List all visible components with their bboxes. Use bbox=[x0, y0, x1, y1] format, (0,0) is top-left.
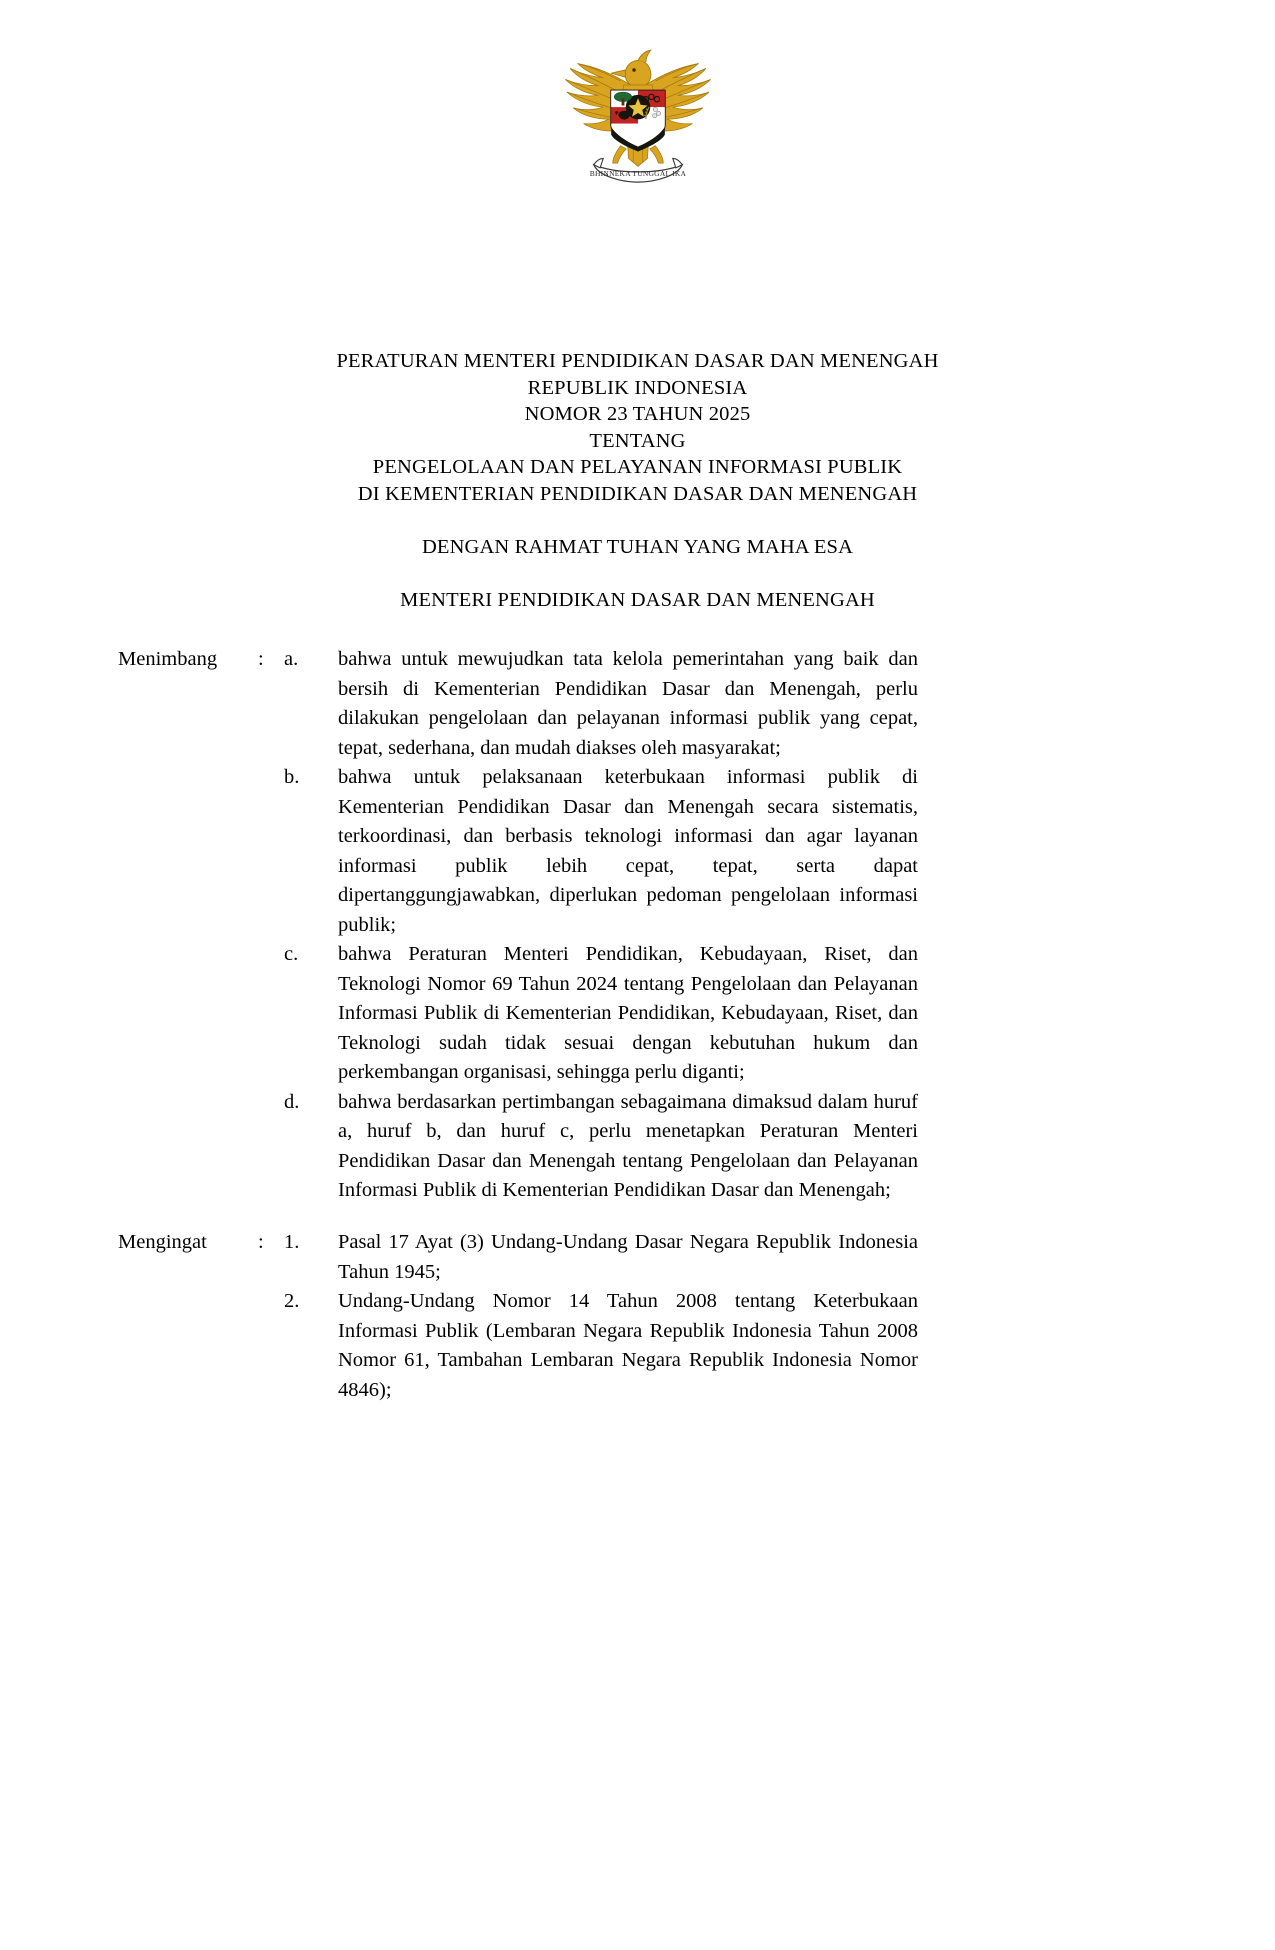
menimbang-item-a bbox=[0, 645, 1275, 763]
title-line-3-number: NOMOR 23 TAHUN 2025 bbox=[524, 403, 751, 425]
title-spacer-1 bbox=[0, 507, 1275, 534]
menimbang-text-d: bahwa berdasarkan pertimbangan sebagaimana dimaksud dalam huruf a, huruf b, dan huruf c, perlu menetapkan Peraturan Menteri Pendidikan Dasar dan Menengah tentang Pengelolaan dan Pelayanan Informasi Publik di Kementerian Pendidikan Dasar dan Menengah; bbox=[338, 1090, 918, 1201]
garuda-pancasila-emblem bbox=[558, 40, 718, 190]
menimbang-item-d bbox=[0, 1088, 1275, 1206]
mengingat-marker-2: 2. bbox=[284, 1290, 300, 1312]
title-spacer-2 bbox=[0, 560, 1275, 587]
menimbang-text-c: bahwa Peraturan Menteri Pendidikan, Kebudayaan, Riset, dan Teknologi Nomor 69 Tahun 2024 tentang Pengelolaan dan Pelayanan Informasi Publik di Kementerian Pendidikan, Kebudayaan, Riset, dan Teknologi sudah tidak sesuai dengan kebutuhan hukum dan perkembangan organisasi, sehingga perlu diganti; bbox=[338, 943, 918, 1083]
document-title-block bbox=[0, 348, 1275, 613]
menimbang-text-a: bahwa untuk mewujudkan tata kelola pemerintahan yang baik dan bersih di Kementerian Pendidikan Dasar dan Menengah, perlu dilakukan pengelolaan dan pelayanan informasi publik yang cepat, tepat, sederhana, dan mudah diakses oleh masyarakat; bbox=[338, 648, 918, 759]
menimbang-marker-b: b. bbox=[284, 766, 300, 788]
mengingat-label: Mengingat bbox=[118, 1231, 207, 1253]
title-line-4-tentang: TENTANG bbox=[589, 429, 686, 452]
menimbang-item-c bbox=[0, 940, 1275, 1088]
issuer-line: MENTERI PENDIDIKAN DASAR DAN MENENGAH bbox=[400, 588, 875, 611]
menimbang-marker-a: a. bbox=[284, 648, 299, 670]
menimbang-label: Menimbang bbox=[118, 648, 218, 670]
menimbang-marker-c: c. bbox=[284, 943, 299, 965]
menimbang-marker-d: d. bbox=[284, 1090, 300, 1113]
title-line-2: REPUBLIK INDONESIA bbox=[527, 376, 748, 399]
mengingat-marker-1: 1. bbox=[284, 1231, 300, 1253]
menimbang-section bbox=[0, 645, 1275, 1206]
title-line-1: PERATURAN MENTERI PENDIDIKAN DASAR DAN MENENGAH bbox=[336, 350, 939, 372]
mengingat-text-2: Undang-Undang Nomor 14 Tahun 2008 tentang Keterbukaan Informasi Publik (Lembaran Negara Republik Indonesia Tahun 2008 Nomor 61, Tambahan Lembaran Negara Republik Indonesia Nomor 4846); bbox=[338, 1290, 918, 1401]
mengingat-item-2 bbox=[0, 1287, 1275, 1405]
mengingat-text-1: Pasal 17 Ayat (3) Undang-Undang Dasar Negara Republik Indonesia Tahun 1945; bbox=[338, 1231, 918, 1283]
invocation-line: DENGAN RAHMAT TUHAN YANG MAHA ESA bbox=[421, 535, 854, 558]
mengingat-section bbox=[0, 1228, 1275, 1405]
mengingat-item-1 bbox=[0, 1228, 1275, 1287]
menimbang-item-b bbox=[0, 763, 1275, 940]
emblem-container bbox=[0, 40, 1275, 190]
menimbang-colon: : bbox=[258, 648, 264, 670]
svg-text:BHINNEKA TUNGGAL IKA: BHINNEKA TUNGGAL IKA bbox=[589, 168, 686, 178]
mengingat-colon: : bbox=[258, 1231, 264, 1253]
menimbang-text-b: bahwa untuk pelaksanaan keterbukaan informasi publik di Kementerian Pendidikan Dasar dan Menengah secara sistematis, terkoordinasi, dan berbasis teknologi informasi dan agar layanan informasi publik lebih cepat, tepat, serta dapat dipertanggungjawabkan, diperlukan pedoman pengelolaan informasi publik; bbox=[338, 766, 918, 936]
title-line-5-subject: PENGELOLAAN DAN PELAYANAN INFORMASI PUBLIK bbox=[372, 456, 903, 478]
title-line-6-subject: DI KEMENTERIAN PENDIDIKAN DASAR DAN MENENGAH bbox=[357, 482, 918, 505]
